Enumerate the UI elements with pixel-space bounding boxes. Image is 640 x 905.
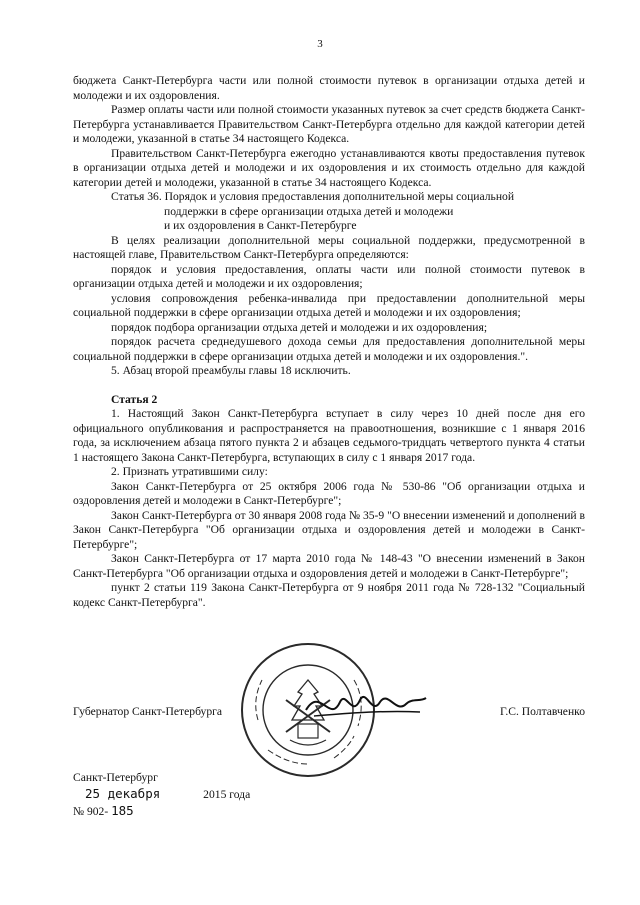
paragraph: Закон Санкт-Петербурга от 17 марта 2010 года № 148-43 "О внесении изменений в Закон Санкт-Петербурга "Об организации отдыха и оздоровления детей и молодежи в Санкт-Петербурге";: [73, 552, 585, 580]
law-number-label: № 902-: [73, 805, 109, 818]
paragraph: Закон Санкт-Петербурга от 25 октября 2006 года № 530-86 "Об организации отдыха и оздоровления детей и молодежи в Санкт-Петербурге";: [73, 479, 585, 507]
signature-icon: [300, 680, 430, 730]
paragraph: Правительством Санкт-Петербурга ежегодно устанавливаются квоты предоставления путевок в организации отдыха детей и молодежи и их оздоровления и их стоимость отдельно для каждой категории детей и молодежи, указанной в статье 34 настоящего Кодекса.: [73, 146, 585, 189]
paragraph: порядок и условия предоставления, оплаты части или полной стоимости путевок в организации отдыха детей и молодежи и их оздоровления;: [73, 262, 585, 290]
article-36-line: и их оздоровления в Санкт-Петербурге: [164, 219, 357, 232]
paragraph: Размер оплаты части или полной стоимости указанных путевок за счет средств бюджета Санкт-Петербурга устанавливается Правительством Санкт-Петербурга отдельно для каждой категории детей и молодежи, указанной в статье 34 настоящего Кодекса.: [73, 103, 585, 145]
article-36-heading: [73, 190, 585, 234]
city-name: Санкт-Петербург: [73, 771, 158, 784]
handwritten-law-number: 185: [111, 803, 134, 818]
spacer: [73, 379, 585, 393]
year-text: 2015 года: [203, 788, 251, 801]
paragraph: Закон Санкт-Петербурга от 30 января 2008 года № 35-9 "О внесении изменений и дополнений в Закон Санкт-Петербурга "Об организации отдыха и оздоровления детей и молодежи в Санкт-Петербурге";: [73, 508, 585, 551]
governor-title: Губернатор Санкт-Петербурга: [73, 705, 223, 718]
article-36-line: поддержки в сфере организации отдыха детей и молодежи: [164, 204, 454, 218]
article-36-line: Статья 36. Порядок и условия предоставления дополнительной меры социальной: [111, 190, 515, 203]
paragraph: бюджета Санкт-Петербурга части или полной стоимости путевок в организации отдыха детей и молодежи и их оздоровления.: [73, 74, 585, 102]
page-number: 3: [317, 38, 323, 50]
handwritten-date: 25 декабря: [85, 786, 161, 801]
governor-name: Г.С. Полтавченко: [499, 705, 585, 718]
document-footer: [73, 770, 250, 820]
article-2-heading: Статья 2: [111, 392, 158, 406]
paragraph: В целях реализации дополнительной меры социальной поддержки, предусмотренной в настоящей главе, Правительством Санкт-Петербурга определяются:: [73, 233, 585, 261]
paragraph: порядок подбора организации отдыха детей и молодежи и их оздоровления;: [111, 320, 488, 334]
paragraph: пункт 2 статьи 119 Закона Санкт-Петербурга от 9 ноября 2011 года № 728-132 "Социальный кодекс Санкт-Петербурга".: [73, 581, 585, 609]
document-body: [73, 74, 585, 610]
paragraph: порядок расчета среднедушевого дохода семьи для предоставления дополнительной меры социальной поддержки в сфере организации отдыха детей и молодежи и их оздоровления.".: [73, 335, 585, 363]
paragraph: 2. Признать утратившими силу:: [111, 465, 268, 478]
paragraph: 1. Настоящий Закон Санкт-Петербурга вступает в силу через 10 дней после дня его официального опубликования и распространяется на правоотношения, возникшие с 1 января 2016 года, за исключением абзаца пятого пункта 2 и абзацев седьмого-тридцать четвертого пункта 4 статьи 1 настоящего Закона Санкт-Петербурга, вступающих в силу с 1 января 2017 года.: [73, 407, 585, 464]
paragraph: 5. Абзац второй преамбулы главы 18 исключить.: [111, 364, 351, 377]
paragraph: условия сопровождения ребенка-инвалида при предоставлении дополнительной меры социальной поддержки в сфере организации отдыха детей и молодежи и их оздоровления;: [73, 291, 585, 319]
